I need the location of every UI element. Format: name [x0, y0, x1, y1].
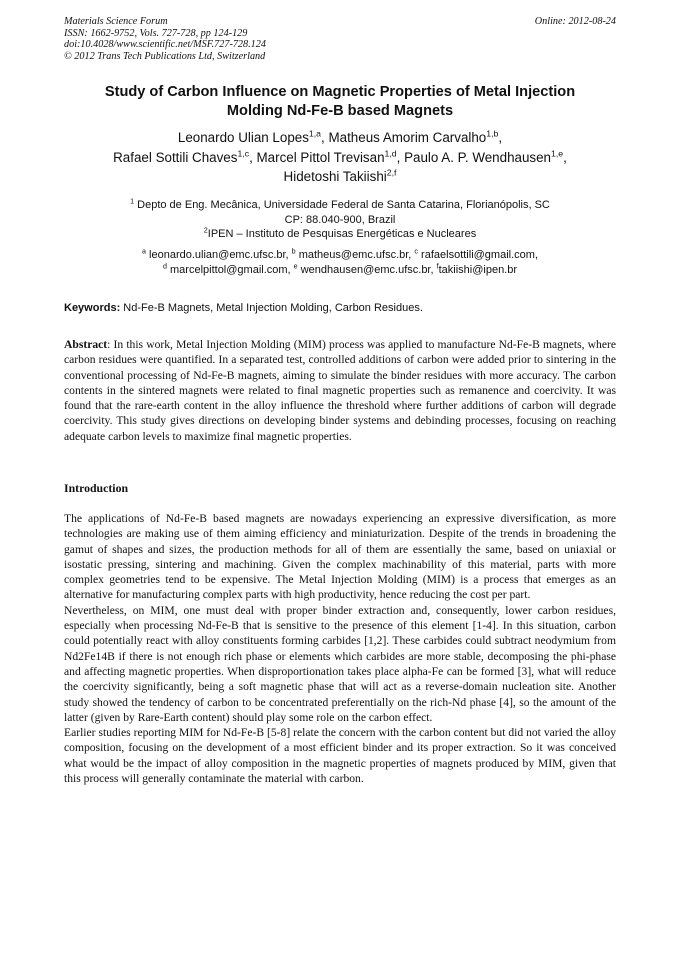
author-sup: 1,b	[486, 128, 499, 139]
email-c[interactable]: rafaelsottili@gmail.com,	[418, 249, 538, 261]
email-d[interactable]: marcelpittol@gmail.com,	[166, 263, 294, 276]
author-emails	[64, 248, 616, 277]
affiliation-1: $^1$ Depto de Eng. Mecânica, Universidade Federal de Santa Catarina, Florianópolis, SC	[130, 197, 550, 211]
email-line-1: $^a$ leonardo.ulian@emc.ufsc.br, $^b$ matheus@emc.ufsc.br, $^c$ rafaelsottili@gmail.com,	[142, 247, 538, 261]
email-b[interactable]: matheus@emc.ufsc.br,	[295, 249, 415, 261]
author-name: Hidetoshi Takiishi	[283, 169, 387, 184]
author-sup: 1,c	[237, 148, 250, 159]
author-name: Paulo A. P. Wendhausen	[404, 149, 551, 165]
paragraph: Earlier studies reporting MIM for Nd-Fe-B [5-8] relate the concern with the carbon content but did not varied the alloy composition, focusing on the development of a most efficient binder and its proper extraction. So it was conceived what would be the impact of alloy composition in the magnetic properties of magnets produced by MIM, given that this process will generally contaminate the material with carbon.	[64, 726, 616, 786]
introduction-body	[64, 511, 616, 786]
author-sup: 2,f	[386, 167, 397, 178]
title-line-1: Study of Carbon Influence on Magnetic Properties of Metal Injection	[104, 84, 576, 100]
issn-line: ISSN: 1662-9752, Vols. 727-728, pp 124-129	[64, 27, 248, 39]
abstract	[64, 337, 616, 444]
section-heading-introduction: Introduction	[64, 481, 129, 495]
affiliation-1-address: CP: 88.040-900, Brazil	[284, 213, 396, 226]
journal-name: Materials Science Forum	[64, 16, 168, 27]
email-line-2: $^d$ marcelpittol@gmail.com, $^e$ wendhausen@emc.ufsc.br, $^f$takiishi@ipen.br	[162, 261, 518, 276]
email-f[interactable]: takiishi@ipen.br	[438, 263, 518, 276]
paragraph: The applications of Nd-Fe-B based magnets are nowadays experiencing an expressive diversification, as more technologies are making use of them aiming efficiency and miniaturization. Despite of the trends in broadening the gamut of shapes and sizes, the production methods for all of them are essentially the same, based on uniaxial or isostatic pressing, sintering and machining. Given the complex machinability of this material, parts with more complex geometries tend to be expensive. The Metal Injection Molding (MIM) is a process that emerges as an alternative for manufacturing complex parts with high productivity, hence reducing the cost per part.	[64, 512, 616, 602]
email-e[interactable]: wendhausen@emc.ufsc.br,	[297, 263, 437, 276]
abstract-label: Abstract	[64, 338, 108, 351]
affiliation-2: $^2$IPEN – Instituto de Pesquisas Energéticas e Nucleares	[203, 226, 477, 241]
author-list: Leonardo Ulian Lopes$^{1,a}$, Matheus Amorim Carvalho$^{1,b}$, Rafael Sottili Chaves$^{1,c}$, Marcel Pittol Trevisan$^{1,d}$, Paulo A. P. Wendhausen$^{1,e}$, Hidetoshi Takiishi$^{2,f}$	[113, 128, 567, 184]
publication-header	[64, 16, 616, 62]
title-line-2: Molding Nd-Fe-B based Magnets	[226, 103, 454, 119]
affiliations	[64, 198, 616, 242]
author-name: Matheus Amorim Carvalho	[328, 130, 487, 145]
email-a[interactable]: leonardo.ulian@emc.ufsc.br,	[145, 249, 292, 261]
keywords-label: Keywords:	[64, 302, 121, 314]
keywords	[64, 301, 616, 315]
keywords-text: Nd-Fe-B Magnets, Metal Injection Molding, Carbon Residues.	[120, 302, 423, 314]
copyright-line: © 2012 Trans Tech Publications Ltd, Switzerland	[64, 50, 266, 62]
author-name: Marcel Pittol Trevisan	[256, 149, 385, 165]
author-sup: 1,a	[308, 128, 322, 139]
author-name: Leonardo Ulian Lopes	[177, 130, 309, 145]
author-sup: 1,e	[551, 148, 564, 159]
paper-title	[64, 83, 616, 121]
online-date: Online: 2012-08-24	[534, 16, 616, 27]
abstract-text: : In this work, Metal Injection Molding (MIM) process was applied to manufacture Nd-Fe-B magnets, where carbon residues were quantified. In a separated test, controlled additions of carbon were added prior to sintering in the conventional processing of Nd-Fe-B magnets, aiming to simulate the binder residues with more accuracy. The carbon contents in the sintered magnets were related to final magnetic properties such as remanence and coercivity. It was found that the rare-earth content in the alloy influence the threshold where further additions of carbon will degrade coercivity. This study gives directions on developing binder systems and debinding processes, focusing on reaching adequate carbon levels to maximize final magnetic properties.	[64, 338, 616, 443]
doi-line[interactable]: doi:10.4028/www.scientific.net/MSF.727-728.124	[64, 39, 266, 51]
author-sup: 1,d	[384, 148, 397, 159]
author-name: Rafael Sottili Chaves	[113, 149, 238, 165]
paragraph: Nevertheless, on MIM, one must deal with proper binder extraction and, consequently, lower carbon residues, especially when processing Nd-Fe-B that is sensitive to the presence of this element [1-4]. In this situation, carbon could potentially react with alloy constituents forming carbides [1,2]. These carbides could subtract neodymium from Nd2Fe14B if there is not enough rich phase or elements which carbides are more stable, decomposing the phi-phase and affecting magnetic properties. When disproportionation takes place alpha-Fe can be formed [3], what will reduce the coercivity significantly, being a soft magnetic phase that will act as a reverse-domain nucleation site. Another study showed the tendency of carbon to be concentrated preferentially on the rich-Nd phase [4], so the amount of the latter (given by Rare-Earth content) should play some role on the carbon effect.	[64, 603, 616, 724]
